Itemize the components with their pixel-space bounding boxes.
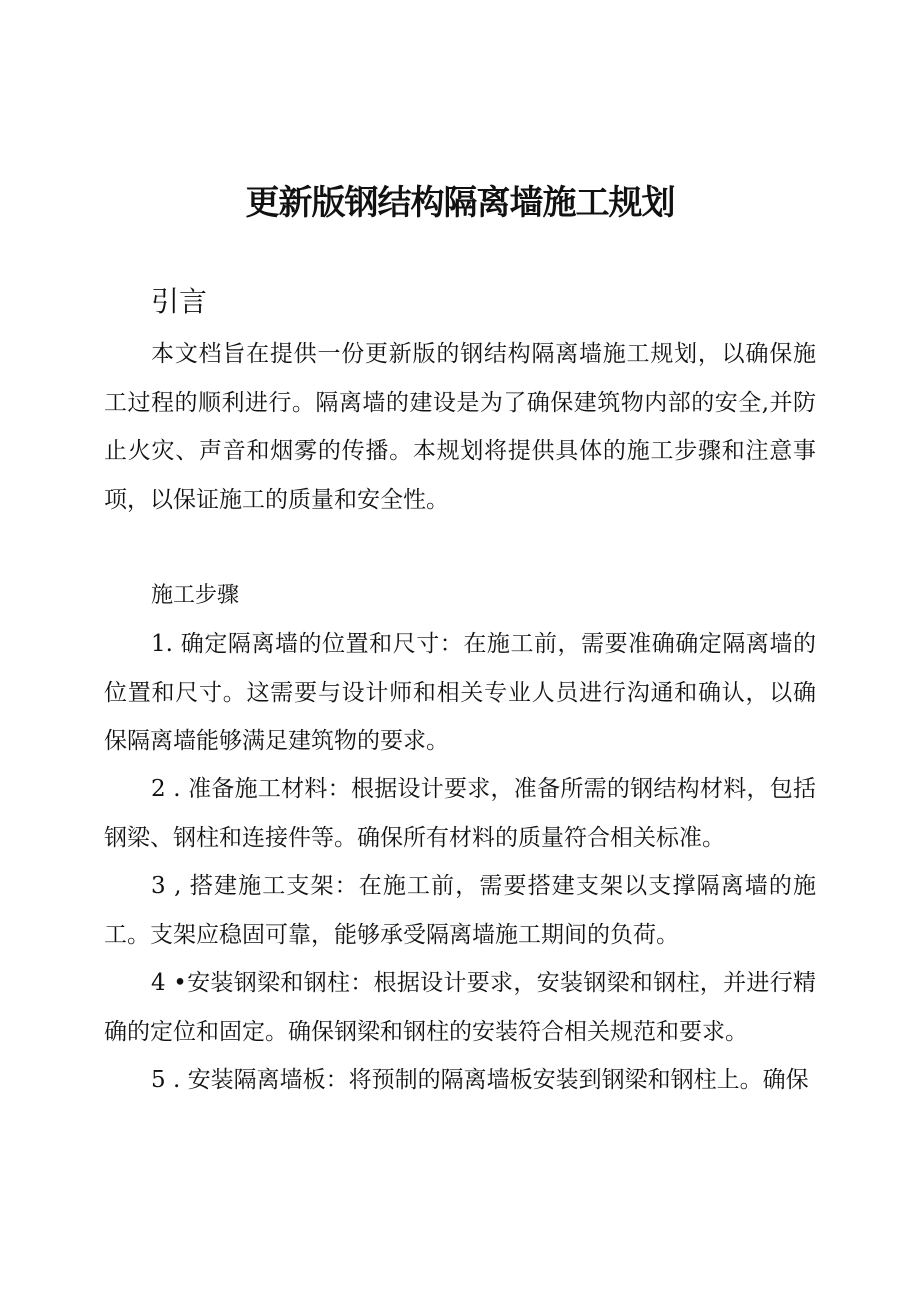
step-item-4: 4 •安装钢梁和钢柱：根据设计要求，安装钢梁和钢柱，并进行精确的定位和固定。确保钢梁和钢柱的安装符合相关规范和要求。 xyxy=(104,970,816,1045)
intro-paragraph: 本文档旨在提供一份更新版的钢结构隔离墙施工规划，以确保施工过程的顺利进行。隔离墙的建设是为了确保建筑物内部的安全,并防止火灾、声音和烟雾的传播。本规划将提供具体的施工步骤和注意事项，以保证施工的质量和安全性。 xyxy=(104,341,816,513)
steps-heading: 施工步骤 xyxy=(151,583,240,608)
step-item-1: 1. 确定隔离墙的位置和尺寸：在施工前，需要准确确定隔离墙的位置和尺寸。这需要与设计师和相关专业人员进行沟通和确认，以确保隔离墙能够满足建筑物的要求。 xyxy=(104,631,816,754)
step-item-2: 2 . 准备施工材料：根据设计要求，准备所需的钢结构材料，包括钢梁、钢柱和连接件等。确保所有材料的质量符合相关标准。 xyxy=(104,776,816,851)
step-item-3: 3 , 搭建施工支架：在施工前，需要搭建支架以支撑隔离墙的施工。支架应稳固可靠，能够承受隔离墙施工期间的负荷。 xyxy=(104,873,816,948)
document-title: 更新版钢结构隔离墙施工规划 xyxy=(245,183,675,223)
step-item-5: 5 . 安装隔离墙板：将预制的隔离墙板安装到钢梁和钢柱上。确保 xyxy=(151,1067,809,1093)
intro-heading: 引言 xyxy=(151,285,208,318)
